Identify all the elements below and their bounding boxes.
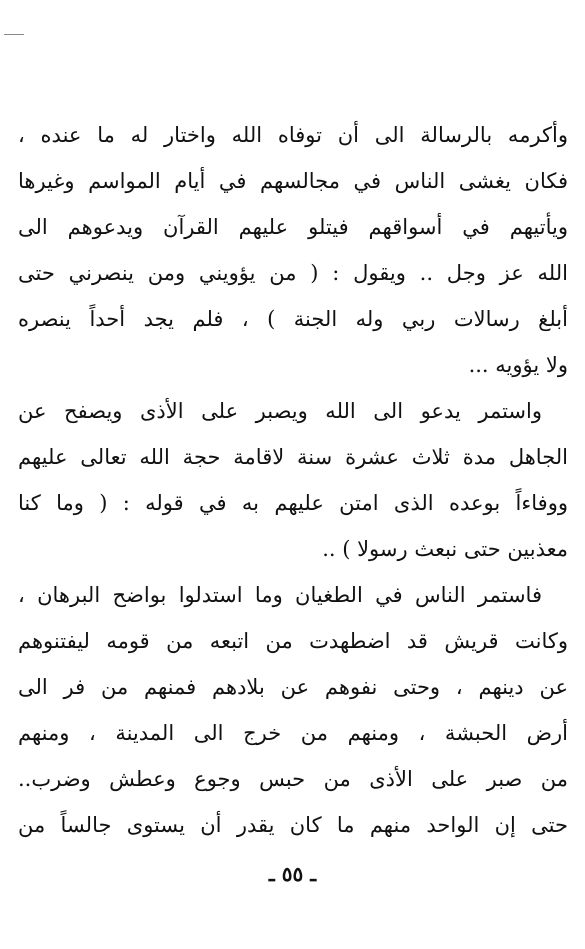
text-line: عن دينهم ، وحتى نفوهم عن بلادهم فمنهم من فر الى	[18, 675, 568, 699]
text-line: ويأتيهم في أسواقهم فيتلو عليهم القرآن ويدعوهم الى	[18, 215, 568, 239]
page-body-text	[18, 112, 568, 848]
text-line: ولا يؤويه ...	[468, 353, 568, 377]
text-line: واستمر يدعو الى الله ويصبر على الأذى ويصفح عن	[18, 399, 542, 423]
text-line: ووفاءاً بوعده الذى امتن عليهم به في قوله : ( وما كنا	[18, 491, 568, 515]
text-line: من صبر على الأذى من حبس وجوع وعطش وضرب..	[18, 767, 568, 791]
text-line: وكانت قريش قد اضطهدت من اتبعه من قومه ليفتنوهم	[18, 629, 568, 653]
text-line: فكان يغشى الناس في مجالسهم في أيام المواسم وغيرها	[18, 169, 568, 193]
text-line: الجاهل مدة ثلاث عشرة سنة لاقامة حجة الله تعالى عليهم	[18, 445, 568, 469]
text-line: معذبين حتى نبعث رسولا ) ..	[322, 537, 568, 561]
text-line: حتى إن الواحد منهم ما كان يقدر أن يستوى جالساً من	[18, 813, 568, 837]
text-line: وأكرمه بالرسالة الى أن توفاه الله واختار له ما عنده ،	[18, 123, 568, 147]
page-number: ـ ٥٥ ـ	[268, 862, 317, 886]
paragraph-1	[18, 112, 568, 388]
text-line: أرض الحبشة ، ومنهم من خرج الى المدينة ، ومنهم	[18, 721, 568, 745]
text-line: الله عز وجل .. ويقول : ( من يؤويني ومن ينصرني حتى	[18, 261, 568, 285]
text-line: فاستمر الناس في الطغيان وما استدلوا بواضح البرهان ،	[18, 583, 542, 607]
paragraph-3	[18, 572, 568, 848]
paragraph-2	[18, 388, 568, 572]
page-corner-mark	[4, 34, 24, 35]
text-line: أبلغ رسالات ربي وله الجنة ) ، فلم يجد أحداً ينصره	[18, 307, 568, 331]
